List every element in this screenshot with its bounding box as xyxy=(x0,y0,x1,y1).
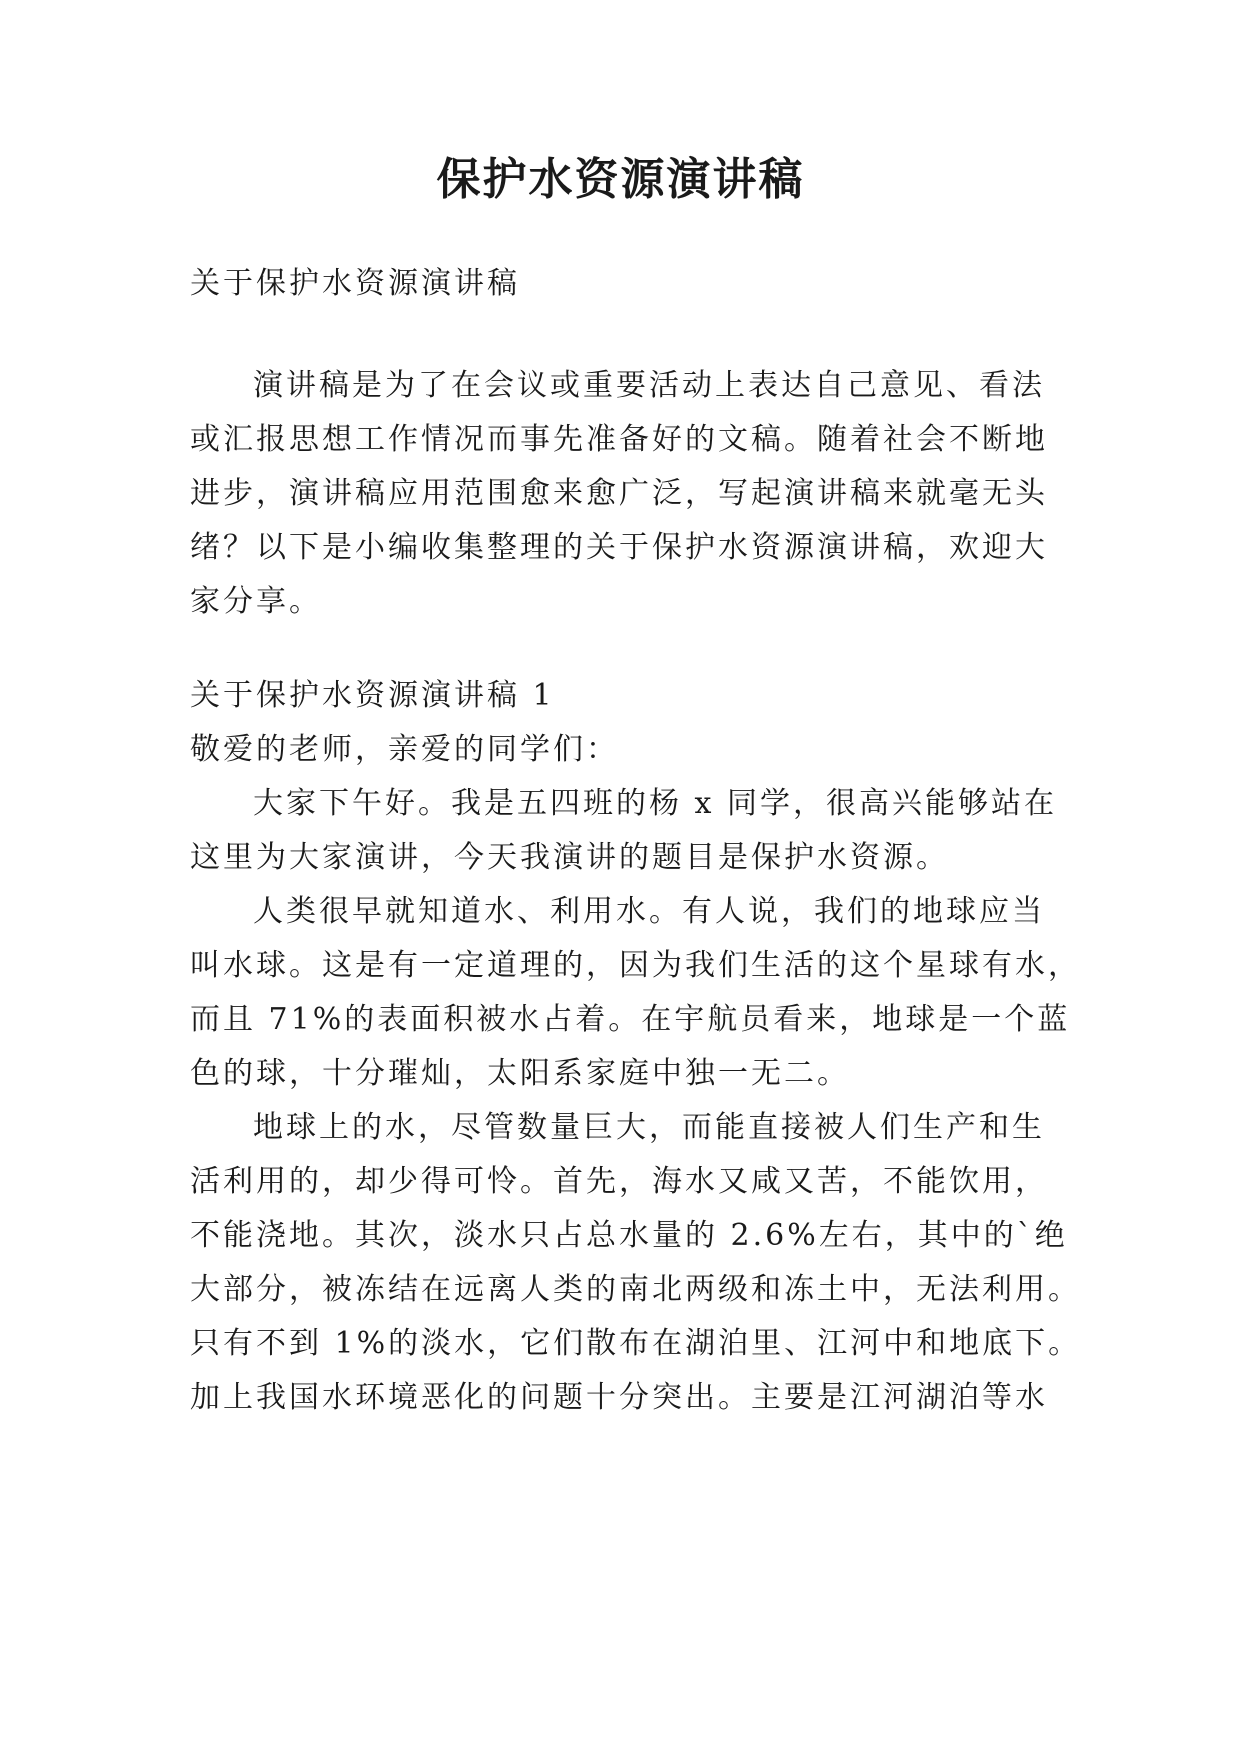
body-line: 这里为大家演讲，今天我演讲的题目是保护水资源。 xyxy=(190,840,949,875)
intro-line: 绪？以下是小编收集整理的关于保护水资源演讲稿，欢迎大 xyxy=(190,530,1048,565)
salutation: 敬爱的老师，亲爱的同学们： xyxy=(190,732,619,767)
body-line: 不能浇地。其次，淡水只占总水量的 2.6%左右，其中的`绝 xyxy=(190,1218,1068,1253)
body-line: 活利用的，却少得可怜。首先，海水又咸又苦，不能饮用， xyxy=(190,1164,1048,1199)
intro-line: 演讲稿是为了在会议或重要活动上表达自己意见、看法 xyxy=(253,368,1045,403)
document-title: 保护水资源演讲稿 xyxy=(436,154,805,205)
body-line: 加上我国水环境恶化的问题十分突出。主要是江河湖泊等水 xyxy=(190,1380,1048,1415)
body-line: 只有不到 1%的淡水，它们散布在湖泊里、江河中和地底下。 xyxy=(190,1326,1082,1361)
body-line: 人类很早就知道水、利用水。有人说，我们的地球应当 xyxy=(253,894,1045,929)
subtitle: 关于保护水资源演讲稿 xyxy=(190,266,520,301)
body-line: 大家下午好。我是五四班的杨 x 同学，很高兴能够站在 xyxy=(253,786,1057,821)
section-heading: 关于保护水资源演讲稿 1 xyxy=(190,678,555,713)
body-line: 大部分，被冻结在远离人类的南北两级和冻土中，无法利用。 xyxy=(190,1272,1081,1307)
body-line: 而且 71%的表面积被水占着。在宇航员看来，地球是一个蓝 xyxy=(190,1002,1071,1037)
intro-line: 或汇报思想工作情况而事先准备好的文稿。随着社会不断地 xyxy=(190,422,1048,457)
intro-line: 家分享。 xyxy=(190,584,322,619)
body-line: 色的球，十分璀灿，太阳系家庭中独一无二。 xyxy=(190,1056,850,1091)
body-line: 地球上的水，尽管数量巨大，而能直接被人们生产和生 xyxy=(253,1110,1045,1145)
intro-line: 进步，演讲稿应用范围愈来愈广泛，写起演讲稿来就毫无头 xyxy=(190,476,1048,511)
body-line: 叫水球。这是有一定道理的，因为我们生活的这个星球有水， xyxy=(190,948,1081,983)
